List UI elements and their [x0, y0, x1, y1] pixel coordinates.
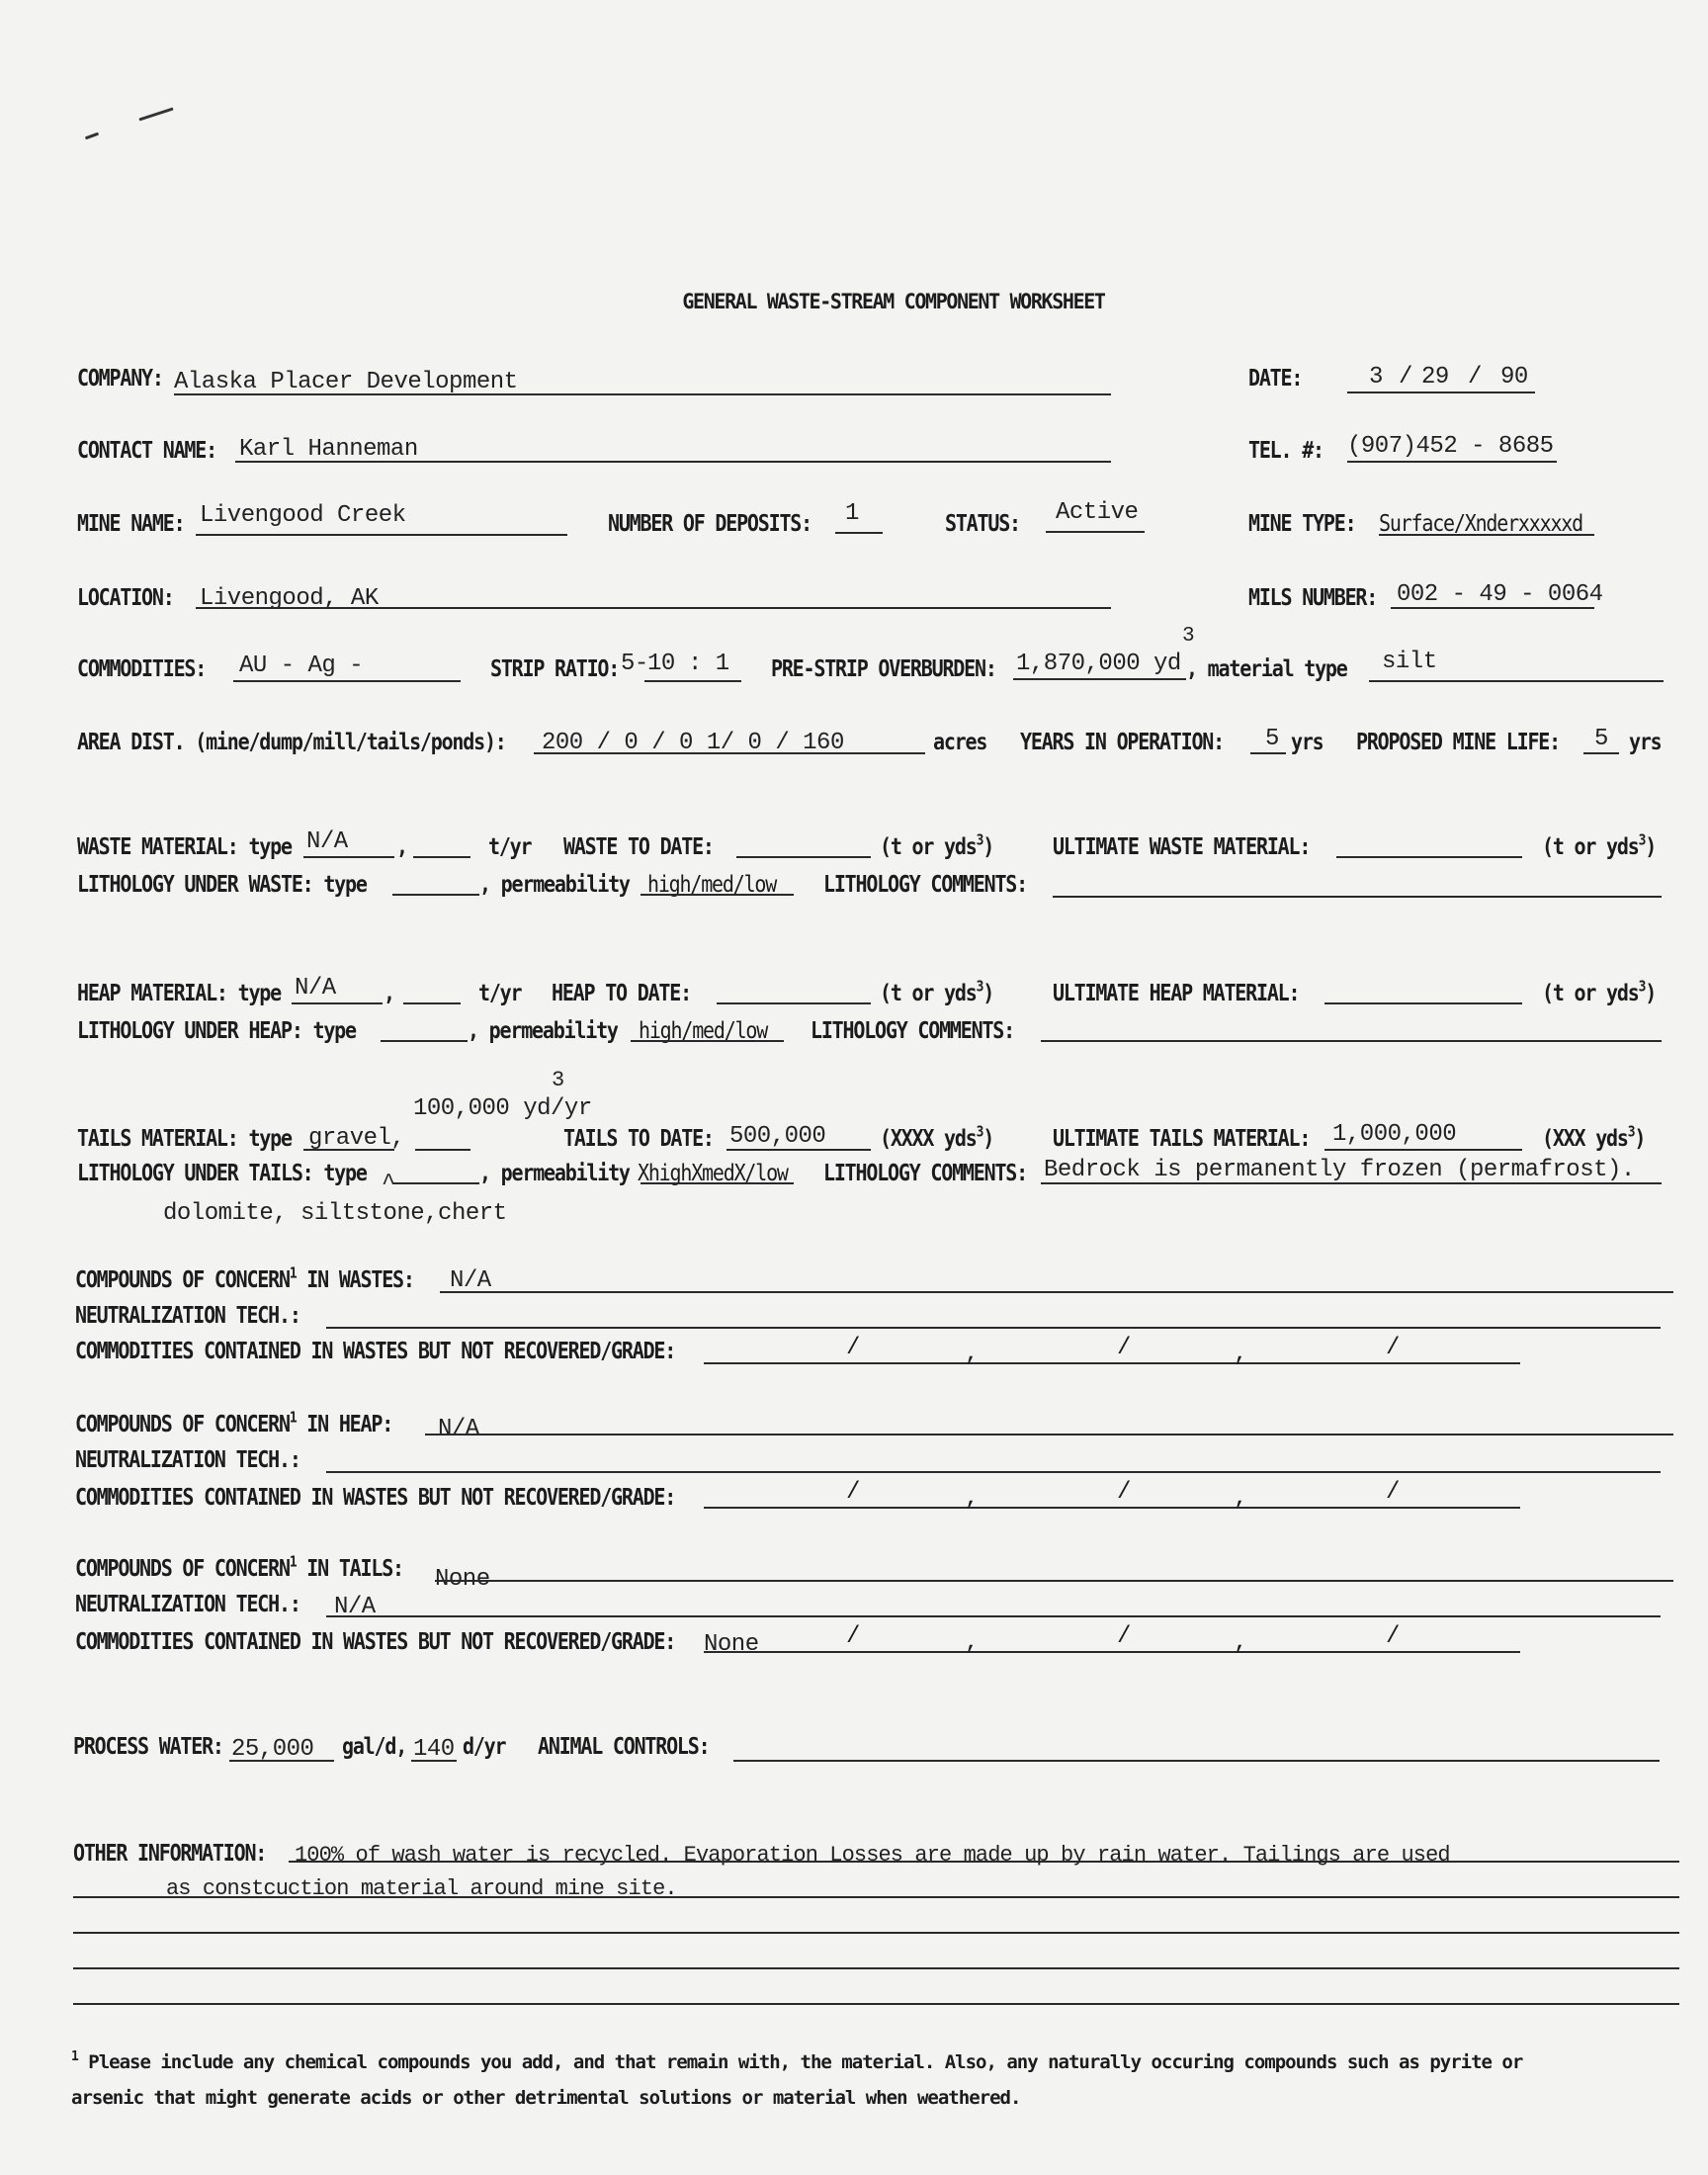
comma: , [384, 979, 394, 1006]
mine-type-line [1379, 534, 1594, 536]
strip-ratio-value: 10 [647, 651, 675, 677]
animal-controls-line [733, 1760, 1660, 1762]
ultimate-tails-unit: (XXX yds$^3$) [1542, 1124, 1646, 1152]
grade-sep: , [965, 1341, 980, 1367]
grade-sep: / [846, 1335, 861, 1361]
commod-wastes-line [704, 1362, 1520, 1364]
neutral-heap-line [326, 1471, 1661, 1473]
waste-to-date-line [736, 856, 871, 858]
grade-sep: / [846, 1623, 861, 1650]
ultimate-waste-label: ULTIMATE WASTE MATERIAL: [1053, 832, 1311, 860]
prestrip-label: PRE-STRIP OVERBURDEN: [771, 654, 996, 682]
ultimate-heap-line [1324, 1002, 1522, 1004]
date-line [1347, 392, 1535, 393]
grade-sep: , [1234, 1485, 1248, 1512]
litho-tails-label: LITHOLOGY UNDER TAILS: type [77, 1159, 367, 1186]
tails-to-date-value: 500,000 [729, 1123, 826, 1150]
contact-value: Karl Hanneman [239, 436, 418, 463]
litho-comments-tails-value: Bedrock is permanently frozen (permafrost). [1044, 1157, 1635, 1183]
grade-sep: / [1386, 1623, 1401, 1650]
form-title: GENERAL WASTE-STREAM COMPONENT WORKSHEET [682, 290, 1105, 313]
contact-line [235, 461, 1111, 463]
commod-tails-line [704, 1651, 1520, 1653]
mine-type-label: MINE TYPE: [1248, 509, 1356, 537]
grade-sep: , [965, 1485, 980, 1512]
mils-value: 002 - 49 - 0064 [1397, 581, 1603, 608]
proposed-life-unit: yrs [1629, 728, 1662, 755]
concern-heap-label: COMPOUNDS OF CONCERN$^1$ IN HEAP: [75, 1410, 393, 1437]
tel-line [1347, 461, 1557, 463]
date-day: 29 [1421, 364, 1449, 391]
litho-comments-tails-line [1041, 1182, 1662, 1184]
concern-wastes-line [440, 1291, 1673, 1293]
process-water-gal-unit: gal/d, [342, 1732, 407, 1760]
strip-ratio-prefix: 5- [621, 651, 648, 677]
other-info-line2: as constcuction material around mine site. [166, 1876, 677, 1901]
neutral-wastes-label: NEUTRALIZATION TECH.: [75, 1301, 300, 1329]
date-year: 90 [1500, 364, 1528, 391]
concern-wastes-label: COMPOUNDS OF CONCERN$^1$ IN WASTES: [75, 1265, 414, 1293]
other-info-label: OTHER INFORMATION: [73, 1839, 267, 1867]
concern-tails-line [435, 1580, 1673, 1582]
perm-waste-label: , permeability [479, 870, 630, 898]
material-type-line [1369, 680, 1664, 682]
commodities-value: AU - Ag - [239, 652, 364, 679]
tails-material-value: gravel, [308, 1125, 405, 1152]
tails-to-date-label: TAILS TO DATE: [563, 1124, 714, 1152]
neutral-heap-label: NEUTRALIZATION TECH.: [75, 1445, 300, 1473]
commod-heap-line [704, 1507, 1520, 1509]
waste-tyr-label: t/yr [488, 832, 532, 860]
strip-ratio-label: STRIP RATIO: [490, 654, 620, 682]
grade-sep: , [1234, 1629, 1248, 1656]
commodities-line [233, 680, 461, 682]
other-info-rule [73, 1967, 1679, 1969]
grade-sep: / [1117, 1335, 1132, 1361]
process-water-gal-line [229, 1760, 334, 1762]
mils-label: MILS NUMBER: [1248, 583, 1378, 611]
material-type-label: , material type [1186, 654, 1347, 682]
other-info-line1: 100% of wash water is recycled. Evaporation Losses are made up by rain water. Tailings are used [295, 1843, 1450, 1868]
years-op-value: 5 [1265, 726, 1279, 752]
num-deposits-label: NUMBER OF DEPOSITS: [608, 509, 811, 537]
waste-material-line [303, 856, 394, 858]
concern-heap-value: N/A [438, 1416, 479, 1442]
heap-to-date-line [717, 1002, 871, 1004]
perm-tails-label: , permeability [479, 1159, 630, 1186]
grade-sep: / [1117, 1623, 1132, 1650]
status-label: STATUS: [945, 509, 1020, 537]
area-dist-line [534, 752, 925, 754]
heap-rate-line [403, 1002, 461, 1004]
neutral-tails-value: N/A [334, 1594, 376, 1620]
stray-mark [85, 132, 99, 140]
commod-wastes-label: COMMODITIES CONTAINED IN WASTES BUT NOT RECOVERED/GRADE: [75, 1337, 676, 1364]
prestrip-line [1013, 678, 1186, 680]
tails-material-line [303, 1149, 394, 1151]
footnote-line1: $^1$ Please include any chemical compounds you add, and that remain with, the material. Also, any naturally occuring compounds such as pyrite or [71, 2049, 1523, 2073]
ultimate-heap-unit: (t or yds$^3$) [1542, 979, 1657, 1006]
process-water-gal: 25,000 [231, 1736, 314, 1763]
perm-waste-line [640, 894, 794, 896]
perm-waste-value: high/med/low [647, 870, 777, 898]
waste-material-label: WASTE MATERIAL: type [77, 832, 292, 860]
tails-rate-line [415, 1149, 470, 1151]
mils-line [1391, 607, 1594, 609]
heap-unit: (t or yds$^3$) [880, 979, 994, 1006]
animal-controls-label: ANIMAL CONTROLS: [538, 1732, 710, 1760]
heap-tyr-label: t/yr [478, 979, 522, 1006]
proposed-life-line [1583, 752, 1619, 754]
litho-waste-label: LITHOLOGY UNDER WASTE: type [77, 870, 367, 898]
litho-comments-tails-label: LITHOLOGY COMMENTS: [823, 1159, 1027, 1186]
date-sep: / [1468, 364, 1483, 391]
concern-heap-line [425, 1434, 1673, 1436]
strip-ratio-suffix: : 1 [688, 651, 729, 677]
neutral-wastes-line [326, 1327, 1661, 1329]
concern-tails-label: COMPOUNDS OF CONCERN$^1$ IN TAILS: [75, 1554, 403, 1582]
acres-label: acres [933, 728, 987, 755]
proposed-life-value: 5 [1594, 726, 1608, 752]
litho-waste-type-line [392, 894, 479, 896]
other-info-rule [73, 1896, 1679, 1898]
process-water-days-line [411, 1760, 457, 1762]
process-water-days-unit: d/yr [463, 1732, 506, 1760]
waste-unit: (t or yds$^3$) [880, 832, 994, 860]
status-line [1046, 531, 1145, 533]
status-value: Active [1056, 499, 1139, 526]
ultimate-heap-label: ULTIMATE HEAP MATERIAL: [1053, 979, 1300, 1006]
tails-unit: (XXXX yds$^3$) [880, 1124, 994, 1152]
stray-mark [138, 108, 173, 122]
waste-rate-line [413, 856, 470, 858]
litho-tails-type-line [392, 1182, 479, 1184]
grade-sep: , [965, 1629, 980, 1656]
litho-tails-insert: dolomite, siltstone,chert [163, 1200, 507, 1227]
proposed-life-label: PROPOSED MINE LIFE: [1356, 728, 1560, 755]
tails-rate-exponent: 3 [552, 1068, 564, 1092]
ultimate-waste-unit: (t or yds$^3$) [1542, 832, 1657, 860]
company-value: Alaska Placer Development [174, 369, 518, 395]
litho-heap-type-line [381, 1040, 468, 1042]
grade-sep: / [1386, 1479, 1401, 1506]
process-water-days: 140 [413, 1736, 455, 1763]
heap-to-date-label: HEAP TO DATE: [552, 979, 691, 1006]
other-info-rule [289, 1861, 1679, 1863]
comma: , [396, 832, 407, 860]
mine-name-value: Livengood Creek [200, 502, 406, 529]
commod-tails-label: COMMODITIES CONTAINED IN WASTES BUT NOT RECOVERED/GRADE: [75, 1627, 676, 1655]
years-op-label: YEARS IN OPERATION: [1020, 728, 1224, 755]
ultimate-waste-line [1336, 856, 1522, 858]
commod-tails-value: None [704, 1631, 759, 1658]
neutral-tails-line [326, 1615, 1661, 1617]
tel-label: TEL. #: [1248, 436, 1324, 464]
concern-tails-value: None [435, 1566, 490, 1593]
ultimate-tails-label: ULTIMATE TAILS MATERIAL: [1053, 1124, 1311, 1152]
strip-ratio-line [644, 680, 741, 682]
heap-material-value: N/A [295, 975, 336, 1001]
perm-tails-value: XhighXmedX/low [638, 1159, 788, 1186]
date-label: DATE: [1248, 364, 1303, 392]
num-deposits-line [835, 532, 883, 534]
contact-label: CONTACT NAME: [77, 436, 216, 464]
company-label: COMPANY: [77, 364, 163, 392]
years-op-unit: yrs [1291, 728, 1324, 755]
heap-material-label: HEAP MATERIAL: type [77, 979, 281, 1006]
tails-rate-value: 100,000 yd/yr [413, 1095, 592, 1122]
perm-heap-line [631, 1040, 784, 1042]
other-info-rule [73, 2003, 1679, 2005]
waste-to-date-label: WASTE TO DATE: [563, 832, 714, 860]
prestrip-exponent: 3 [1182, 625, 1195, 648]
commodities-label: COMMODITIES: [77, 654, 207, 682]
heap-material-line [292, 1002, 383, 1004]
litho-comments-heap-line [1041, 1040, 1662, 1042]
location-line [196, 607, 1111, 609]
tel-value: (907)452 - 8685 [1347, 433, 1554, 460]
grade-sep: / [1386, 1335, 1401, 1361]
ultimate-tails-line [1324, 1149, 1522, 1151]
litho-comments-waste-line [1053, 896, 1662, 898]
date-month: 3 [1369, 364, 1383, 391]
tails-material-label: TAILS MATERIAL: type [77, 1124, 292, 1152]
commod-heap-label: COMMODITIES CONTAINED IN WASTES BUT NOT RECOVERED/GRADE: [75, 1483, 676, 1511]
tails-to-date-line [726, 1149, 871, 1151]
area-dist-label: AREA DIST. (mine/dump/mill/tails/ponds): [77, 728, 506, 755]
prestrip-value: 1,870,000 yd [1016, 651, 1181, 677]
concern-wastes-value: N/A [450, 1267, 491, 1294]
grade-sep: , [1234, 1341, 1248, 1367]
perm-heap-value: high/med/low [639, 1016, 768, 1044]
mine-name-line [196, 534, 567, 536]
years-op-line [1250, 752, 1286, 754]
date-sep: / [1399, 364, 1413, 391]
litho-tails-caret: ^ [382, 1171, 395, 1197]
material-type-value: silt [1382, 649, 1437, 675]
grade-sep: / [846, 1479, 861, 1506]
perm-tails-line [640, 1182, 794, 1184]
grade-sep: / [1117, 1479, 1132, 1506]
other-info-rule [73, 1932, 1679, 1934]
footnote-line2: arsenic that might generate acids or other detrimental solutions or material when weathered. [71, 2087, 1021, 2109]
area-dist-value: 200 / 0 / 0 1/ 0 / 160 [542, 730, 844, 756]
neutral-tails-label: NEUTRALIZATION TECH.: [75, 1590, 300, 1617]
litho-comments-heap-label: LITHOLOGY COMMENTS: [811, 1016, 1014, 1044]
perm-heap-label: , permeability [468, 1016, 618, 1044]
litho-comments-waste-label: LITHOLOGY COMMENTS: [823, 870, 1027, 898]
mine-type-value: Surface/Xnderxxxxxd [1379, 509, 1582, 537]
process-water-label: PROCESS WATER: [73, 1732, 223, 1760]
location-value: Livengood, AK [200, 585, 379, 612]
ultimate-tails-value: 1,000,000 [1332, 1121, 1457, 1148]
litho-heap-label: LITHOLOGY UNDER HEAP: type [77, 1016, 356, 1044]
waste-material-value: N/A [306, 828, 348, 855]
num-deposits-value: 1 [845, 500, 859, 527]
company-line [174, 393, 1111, 395]
mine-name-label: MINE NAME: [77, 509, 185, 537]
location-label: LOCATION: [77, 583, 174, 611]
